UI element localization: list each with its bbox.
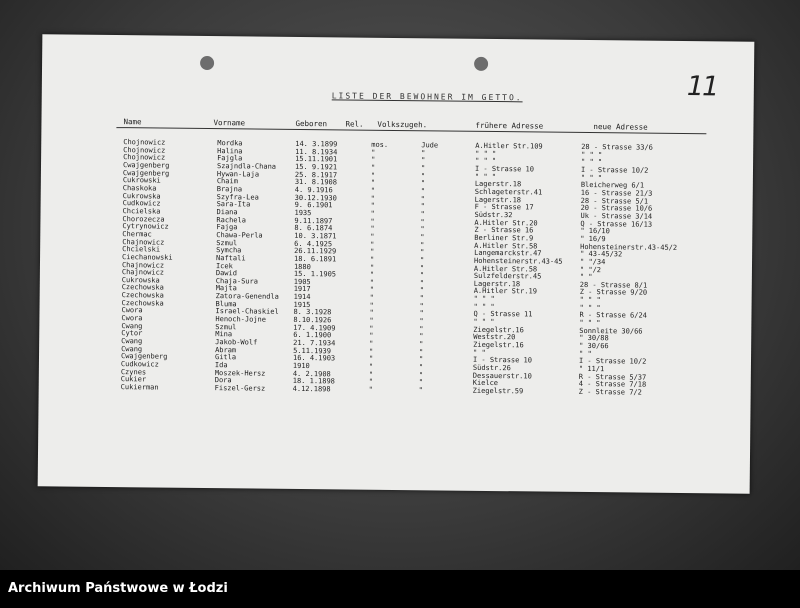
table-cell: Diana: [216, 208, 238, 217]
table-cell: " ": [579, 273, 593, 282]
table-cell: ": [370, 224, 375, 233]
table-cell: Symcha: [216, 246, 242, 255]
table-cell: Chojnowicz: [123, 138, 166, 147]
table-cell: 8. 3.1928: [293, 308, 332, 317]
table-cell: Chajnowicz: [122, 237, 165, 247]
table-cell: 20 - Strasse 10/6: [580, 204, 653, 213]
table-cell: ": [370, 255, 375, 264]
table-cell: Q - Strasse 11: [473, 310, 533, 319]
table-cell: Cukier: [120, 375, 147, 384]
table-cell: ": [418, 370, 424, 379]
archive-footer: [0, 570, 800, 608]
table-cell: I - Strasse 10: [474, 164, 535, 174]
table-cell: " ": [473, 348, 486, 357]
table-cell: ": [420, 187, 426, 196]
table-cell: ": [419, 263, 425, 272]
table-cell: ": [371, 156, 376, 165]
residents-table: [39, 138, 754, 398]
table-cell: Chojnowicz: [123, 153, 166, 162]
table-cell: Cwora: [121, 306, 143, 315]
table-cell: Sonnleite 30/66: [579, 326, 643, 336]
table-cell: " " ": [475, 149, 497, 158]
table-cell: Czechowska: [121, 291, 164, 300]
table-cell: 11. 8.1934: [295, 147, 338, 157]
table-cell: " 16/9: [580, 234, 606, 244]
table-cell: Cwang: [121, 344, 143, 354]
table-cell: ": [368, 378, 374, 387]
table-cell: ": [420, 248, 425, 257]
table-cell: 4. 9.1916: [294, 185, 333, 195]
header-volkszugehoerigkeit: Volkszugeh.: [377, 119, 428, 130]
table-cell: 17. 4.1909: [293, 323, 336, 333]
table-cell: I - Strasse 10: [472, 356, 533, 365]
table-cell: Szajndla-Chana: [216, 162, 277, 171]
table-cell: 4. 2.1908: [292, 369, 331, 379]
table-cell: ": [420, 225, 425, 234]
punch-hole: [200, 56, 214, 70]
table-cell: ": [420, 202, 425, 211]
table-cell: Szmul: [216, 238, 238, 247]
table-cell: Chajnowicz: [121, 260, 165, 270]
table-cell: " 30/88: [579, 334, 609, 343]
table-cell: 16 - Strasse 21/3: [580, 188, 653, 198]
table-cell: Majta: [215, 284, 237, 293]
table-cell: " " ": [579, 303, 601, 312]
table-cell: " " ": [581, 150, 603, 159]
table-cell: Chcielska: [122, 207, 161, 216]
table-cell: Cytor: [121, 329, 143, 338]
table-cell: " " ": [581, 158, 603, 167]
table-cell: mos.: [371, 140, 389, 149]
table-cell: ": [419, 294, 424, 303]
table-cell: 1880: [293, 262, 311, 271]
table-cell: Cytrynowicz: [122, 222, 169, 231]
table-cell: 26.11.1929: [294, 247, 337, 256]
table-cell: 30.12.1930: [294, 193, 337, 202]
table-cell: 16. 4.1903: [292, 354, 336, 363]
table-cell: ": [369, 278, 375, 287]
table-cell: 10. 3.1871: [294, 231, 337, 241]
table-cell: ": [420, 240, 425, 249]
table-cell: Dessauerstr.10: [472, 371, 532, 381]
table-cell: 28 - Strasse 33/6: [581, 142, 653, 152]
table-cell: 28 - Strasse 5/1: [580, 196, 649, 206]
table-cell: I - Strasse 10/2: [580, 165, 649, 175]
table-cell: ": [369, 332, 374, 341]
table-cell: 1910: [292, 361, 310, 371]
table-cell: ": [370, 201, 375, 211]
table-cell: Lagerstr.18: [474, 180, 522, 189]
header-geboren: Geboren: [295, 118, 328, 129]
table-cell: ": [419, 279, 425, 288]
table-cell: Mina: [215, 330, 233, 339]
table-cell: Q - Strasse 16/13: [580, 219, 653, 229]
table-cell: Jakob-Wolf: [215, 338, 258, 347]
table-cell: Südstr.26: [472, 363, 511, 373]
table-cell: ": [368, 355, 374, 364]
table-cell: ": [369, 324, 374, 333]
header-fruehere-adresse: frühere Adresse: [475, 120, 544, 131]
table-cell: 1914: [293, 293, 311, 302]
table-cell: ": [370, 194, 375, 203]
table-cell: " " ": [473, 317, 495, 327]
table-cell: Dora: [214, 376, 232, 385]
table-cell: Hohensteinerstr.43-45/2: [580, 242, 678, 252]
table-cell: 4.12.1898: [292, 384, 331, 394]
table-cell: F - Strasse 17: [474, 203, 534, 212]
table-cell: Mordka: [217, 139, 243, 148]
table-cell: Szyfra-Lea: [216, 192, 259, 202]
table-cell: ": [418, 355, 424, 364]
table-cell: ": [369, 286, 374, 295]
table-cell: I - Strasse 10/2: [578, 357, 647, 367]
table-cell: ": [370, 163, 376, 172]
table-cell: Fiszel-Gersz: [214, 384, 266, 393]
table-cell: 6. 4.1925: [294, 239, 333, 248]
document-title: LISTE DER BEWOHNER IM GETTO.: [331, 91, 523, 103]
table-cell: ": [369, 309, 374, 318]
punch-hole: [474, 57, 488, 71]
table-cell: Dawid: [215, 269, 238, 278]
table-cell: " " ": [579, 319, 601, 328]
table-cell: Halina: [217, 146, 243, 156]
table-cell: ": [419, 286, 424, 295]
table-cell: 8. 6.1874: [294, 224, 333, 233]
table-cell: Chojnowicz: [123, 145, 166, 155]
table-cell: " " ": [473, 302, 495, 311]
table-cell: Bluma: [215, 299, 237, 309]
table-cell: Czynes: [120, 367, 147, 377]
table-cell: ": [419, 340, 424, 349]
header-religion: Rel.: [345, 119, 364, 129]
table-cell: Fajga: [216, 223, 238, 232]
table-cell: Cwora: [121, 314, 143, 323]
table-cell: 15. 9.1921: [294, 162, 338, 172]
table-cell: Icek: [215, 261, 233, 270]
table-cell: Abram: [215, 345, 237, 355]
table-cell: ": [369, 301, 374, 310]
table-cell: ": [421, 156, 426, 165]
table-cell: ": [419, 332, 424, 341]
table-cell: ": [420, 179, 426, 188]
table-cell: ": [419, 309, 424, 318]
table-cell: ": [369, 263, 375, 272]
table-cell: ": [369, 316, 374, 325]
table-cell: Kielce: [472, 379, 499, 388]
table-cell: Ziegelstr.16: [473, 325, 524, 335]
table-cell: Israel-Chaskiel: [215, 307, 279, 317]
header-name: Name: [123, 117, 142, 127]
table-cell: " "/2: [579, 265, 602, 274]
table-cell: ": [420, 217, 425, 226]
table-cell: ": [419, 317, 424, 326]
table-cell: ": [419, 347, 424, 357]
table-cell: ": [371, 148, 376, 157]
table-cell: Schlageterstr.41: [474, 187, 543, 197]
document-page: [38, 34, 755, 493]
table-cell: 28 - Strasse 8/1: [579, 280, 648, 290]
table-cell: Chermac: [122, 230, 152, 239]
table-cell: ": [368, 385, 373, 394]
table-cell: Chaskoka: [122, 184, 157, 193]
table-cell: Südstr.32: [474, 210, 513, 220]
table-cell: Naftali: [216, 253, 246, 263]
table-cell: " " ": [473, 294, 495, 304]
table-cell: Z - Strasse 16: [474, 226, 534, 235]
table-cell: ": [370, 247, 375, 256]
table-cell: 18. 6.1891: [294, 254, 337, 264]
table-cell: ": [418, 386, 423, 395]
table-cell: ": [370, 209, 375, 218]
table-cell: ": [420, 171, 426, 180]
table-cell: ": [420, 210, 425, 219]
table-cell: Fajgla: [217, 154, 243, 163]
table-cell: Uk - Strasse 3/14: [580, 211, 653, 221]
table-cell: 1905: [293, 277, 311, 286]
table-cell: ": [369, 339, 374, 348]
table-cell: 1935: [294, 208, 312, 218]
table-cell: ": [368, 370, 374, 379]
table-cell: 9. 6.1901: [294, 201, 333, 210]
table-cell: ": [418, 363, 424, 372]
table-cell: Cukierman: [120, 383, 159, 392]
table-cell: 8.10.1926: [293, 316, 332, 325]
table-cell: Bleicherweg 6/1: [580, 181, 645, 190]
archive-name: Archiwum Państwowe w Łodzi: [8, 581, 228, 596]
table-cell: ": [370, 186, 376, 195]
table-cell: Cwajgenberg: [120, 352, 168, 361]
table-cell: Cwang: [121, 337, 143, 346]
table-cell: 15.11.1901: [295, 155, 338, 164]
table-cell: 15. 1.1905: [293, 270, 337, 279]
table-cell: " 11/1: [578, 364, 605, 374]
table-cell: A.Hitler Str.19: [473, 287, 537, 296]
table-cell: " 30/66: [579, 341, 609, 351]
table-cell: A.Hitler Str.58: [474, 241, 538, 251]
table-cell: A.Hitler Str.109: [475, 141, 543, 151]
table-cell: A.Hitler Str.20: [474, 218, 538, 228]
table-cell: ": [420, 233, 425, 242]
table-cell: Z - Strasse 7/2: [578, 387, 642, 397]
table-cell: A.Hitler Str.58: [473, 264, 538, 273]
table-cell: Cudkowicz: [122, 199, 161, 208]
table-cell: 14. 3.1899: [295, 139, 338, 149]
table-cell: ": [421, 148, 426, 157]
table-cell: Lagerstr.18: [473, 279, 521, 289]
table-cell: " "/34: [579, 257, 606, 267]
table-cell: ": [419, 324, 424, 334]
table-cell: 31. 8.1908: [294, 178, 338, 187]
table-cell: Chaim: [216, 177, 238, 186]
table-cell: ": [420, 194, 425, 203]
table-cell: " " ": [475, 157, 497, 166]
table-cell: Cukrowska: [122, 191, 161, 201]
table-cell: 25. 8.1917: [294, 170, 338, 180]
table-cell: ": [420, 164, 426, 173]
table-cell: Szmul: [215, 322, 237, 332]
table-cell: Gitla: [214, 353, 237, 362]
table-cell: ": [370, 232, 375, 241]
table-cell: Hywan-Laja: [216, 169, 260, 179]
table-cell: Langemarckstr.47: [474, 249, 542, 258]
table-cell: " 16/10: [580, 227, 610, 236]
table-cell: ": [370, 171, 376, 180]
header-vorname: Vorname: [213, 118, 246, 128]
table-cell: " ": [579, 349, 592, 358]
table-cell: Henoch-Jojne: [215, 315, 267, 324]
table-cell: Chorozecza: [122, 214, 165, 224]
table-cell: Rachela: [216, 215, 247, 224]
table-cell: ": [419, 271, 425, 280]
table-cell: 1915: [293, 300, 311, 309]
table-cell: Sulzfelderstr.45: [473, 271, 542, 281]
table-cell: 6. 1.1900: [293, 331, 332, 340]
table-cell: 1917: [293, 285, 311, 294]
table-cell: Moszek-Hersz: [214, 368, 266, 378]
table-cell: ": [369, 347, 374, 356]
table-cell: ": [369, 270, 375, 279]
table-cell: Jude: [421, 141, 439, 150]
table-cell: ": [419, 302, 424, 311]
table-cell: Chaja-Sura: [215, 276, 259, 286]
table-cell: R - Strasse 6/24: [579, 311, 647, 321]
table-cell: R - Strasse 5/37: [578, 372, 647, 382]
table-cell: Cukrowska: [121, 275, 160, 285]
table-cell: Ida: [214, 361, 228, 370]
table-cell: ": [368, 362, 374, 371]
table-cell: Czechowska: [121, 298, 164, 308]
table-cell: ": [369, 293, 374, 302]
table-cell: Cukrowski: [122, 176, 161, 185]
table-cell: ": [418, 378, 424, 387]
table-cell: Cwajgenberg: [122, 161, 170, 170]
table-cell: 9.11.1897: [294, 216, 333, 225]
table-cell: 21. 7.1934: [293, 338, 336, 348]
table-cell: Hohensteinerstr.43-45: [473, 256, 563, 266]
table-cell: Chajnowicz: [121, 268, 165, 277]
table-cell: Weststr.20: [473, 333, 516, 342]
table-cell: Cwang: [121, 321, 143, 331]
table-cell: 18. 1.1898: [292, 377, 335, 386]
table-cell: " " ": [579, 296, 601, 305]
table-cell: ": [420, 256, 425, 265]
table-cell: ": [370, 217, 375, 226]
table-cell: " " ": [580, 173, 603, 182]
page-number: 11: [686, 71, 718, 103]
table-cell: Berliner Str.9: [474, 233, 534, 243]
table-cell: ": [370, 240, 375, 249]
table-cell: " 43-45/32: [580, 250, 623, 259]
table-cell: Chawa-Perla: [216, 230, 263, 240]
header-neue-adresse: neue Adresse: [593, 122, 648, 132]
table-cell: Z - Strasse 9/20: [579, 288, 648, 298]
table-cell: Cwajgenberg: [122, 168, 170, 178]
table-cell: Chcielski: [122, 245, 161, 254]
table-cell: ": [370, 179, 376, 188]
table-cell: Zatora-Genendla: [215, 292, 279, 301]
table-cell: Lagerstr.18: [474, 195, 522, 204]
table-cell: 4 - Strasse 7/18: [578, 380, 647, 389]
table-cell: Sara-Ita: [216, 200, 251, 209]
table-cell: 5.11.1939: [293, 346, 332, 356]
table-cell: Brajna: [216, 185, 243, 194]
table-cell: Ziegelstr.16: [473, 340, 524, 350]
table-cell: Ciechanowski: [122, 252, 173, 262]
table-cell: Ziegelstr.59: [472, 386, 524, 396]
table-cell: Cudkowicz: [120, 360, 159, 369]
table-cell: " " ": [474, 172, 497, 181]
table-cell: Czechowska: [121, 283, 164, 293]
